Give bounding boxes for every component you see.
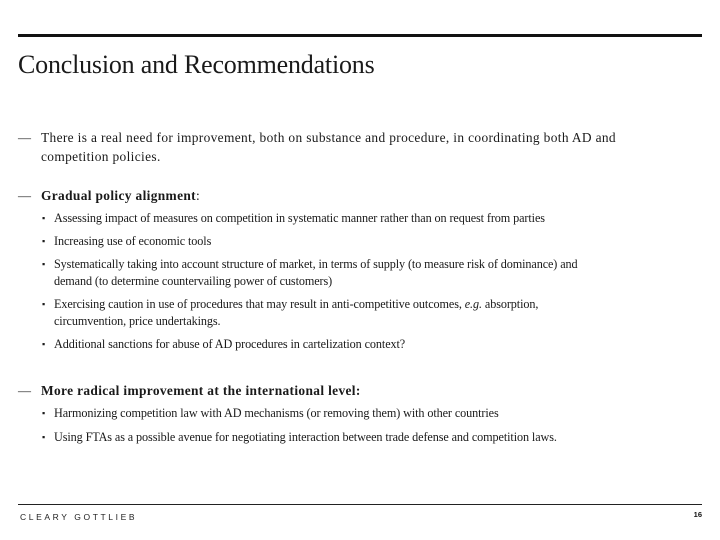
dash-marker: — xyxy=(18,130,31,145)
point-1 xyxy=(18,128,702,166)
slide-title: Conclusion and Recommendations xyxy=(18,50,375,79)
list-item: ▪ Exercising caution in use of procedures that may result in anti-competitive outcomes, e.g. absorption, circumvention, price undertakings. xyxy=(42,297,539,328)
bullet-marker: ▪ xyxy=(42,236,46,246)
bullet-marker: ▪ xyxy=(42,432,46,442)
bullet-marker: ▪ xyxy=(42,299,46,309)
bottom-rule xyxy=(18,504,702,505)
bullet-marker: ▪ xyxy=(42,213,46,223)
point-2-heading: Gradual policy alignment: xyxy=(41,188,201,203)
list-item: ▪ Harmonizing competition law with AD mechanisms (or removing them) with other countries xyxy=(42,406,499,420)
list-item: ▪ Using FTAs as a possible avenue for negotiating interaction between trade defense and competition laws. xyxy=(42,430,557,444)
list-item: ▪ Increasing use of economic tools xyxy=(42,234,212,248)
cleary-gottlieb-logo: CLEARY GOTTLIEB xyxy=(20,512,138,522)
point-1-text: There is a real need for improvement, both on substance and procedure, in coordinating both AD and competition policies. xyxy=(41,130,616,164)
point-3 xyxy=(18,381,702,400)
list-item: ▪ Systematically taking into account structure of market, in terms of supply (to measure risk of dominance) and demand (to determine countervailing power of customers) xyxy=(42,257,578,288)
page-number: 16 xyxy=(693,510,702,519)
bullet-marker: ▪ xyxy=(42,259,46,269)
bullet-marker: ▪ xyxy=(42,339,46,349)
point-3-heading: More radical improvement at the international level: xyxy=(41,383,361,398)
list-item: ▪ Assessing impact of measures on competition in systematic manner rather than on request from parties xyxy=(42,211,545,225)
dash-marker: — xyxy=(18,383,31,398)
list-item: ▪ Additional sanctions for abuse of AD procedures in cartelization context? xyxy=(42,337,406,351)
dash-marker: — xyxy=(18,188,31,203)
top-rule xyxy=(18,34,702,37)
point-2 xyxy=(18,186,702,205)
bullet-marker: ▪ xyxy=(42,408,46,418)
